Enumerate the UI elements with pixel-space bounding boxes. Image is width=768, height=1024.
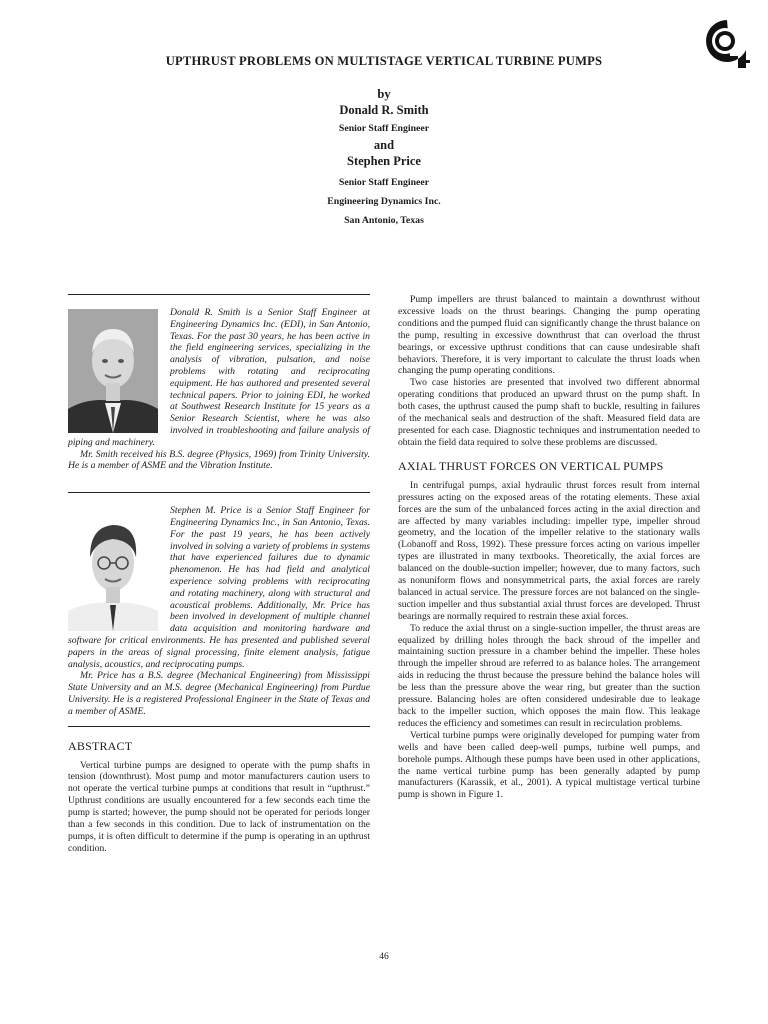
author-2-name: Stephen Price: [347, 154, 421, 168]
abstract-paragraph: Vertical turbine pumps are designed to operate with the pump shafts in tension (downthrust). Most pump and motor manufacturers caution users to not operate the vertical turbine pumps at conditions that result in “upthrust.” Upthrust conditions are usually encountered for a few seconds each time the pump is started; however, the pump should not be operated for periods longer than a few seconds in this condition. Due to lack of instrumentation on the pumps, it is often difficult to determine if the pump is operating in an upthrust condition.: [68, 759, 370, 854]
section-body: [398, 480, 700, 801]
author-1-role: Senior Staff Engineer: [338, 123, 430, 134]
bio-smith: [68, 307, 370, 472]
author-2-role: Senior Staff Engineer: [338, 177, 430, 188]
author-1-name: Donald R. Smith: [339, 103, 429, 117]
photo-price: [68, 507, 158, 631]
abstract-heading: ABSTRACT: [68, 738, 133, 753]
by-line: by: [377, 87, 391, 101]
paragraph: In centrifugal pumps, axial hydraulic thrust forces result from internal pressures acting on the exposed areas of the rotating elements. These axial forces are the sum of the unbalanced forces acting in the axial direction and are affected by many variables including: impeller type, impeller shroud geometry, and the location of the impeller relative to the stationary walls (Lobanoff and Ross, 1992). These pressure forces acting on various impeller types are illustrated in many textbooks. Theoretically, the axial forces are balanced on the double-suction impeller; however, due to many factors, such as nonuniform flows and nonsymmetrical parts, the axial forces are rarely balanced in actual service. The pressure forces are not balanced on the single-suction impeller and thus substantial axial thrust forces are developed. Thrust bearings are normally required to restrain these axial forces.: [398, 479, 700, 622]
bio-smith-degree: Mr. Smith received his B.S. degree (Physics, 1969) from Trinity University. He is a member of ASME and the Vibration Institute.: [68, 448, 370, 472]
photo-smith: [68, 309, 158, 433]
paragraph: To reduce the axial thrust on a single-suction impeller, the thrust areas are equalized by drilling holes through the back shroud of the impeller and maintaining suction pressure in a chamber behind the impeller. These holes through the impeller shroud are referred to as balance holes. The arrangement aids in reducing the thrust because the pressure behind the balance holes will be less than the pressure above the wear ring, but greater than the suction pressure. Balancing holes are often considered undesirable due to leakage back to the impeller suction, which opposes the main flow. This leakage reduces the efficiency and sometimes can result in recirculation problems.: [398, 622, 700, 729]
bio-price-degree: Mr. Price has a B.S. degree (Mechanical Engineering) from Mississippi State University and an M.S. degree (Mechanical Engineering) from Purdue University. He is a registered Professional Engineer in the State of Texas and a member of ASME.: [68, 670, 370, 717]
paragraph: Two case histories are presented that involved two different abnormal operating conditions that produced an upward thrust on the pump shaft. In both cases, the upthrust caused the pump shaft to buckle, resulting in failures of the mechanical seals and destruction of the shaft. Measured field data are presented for each case. Diagnostic techniques and instrumentation needed to obtain the field data required to solve these problems are discussed.: [398, 377, 700, 448]
bio-price-text: Stephen M. Price is a Senior Staff Engineer for Engineering Dynamics Inc., in San Antonio, Texas. For the past 19 years, he has been actively involved in solving a variety of problems in systems that have experienced failures due to dynamic phenomenon. He has had field and analytical experience solving problems with reciprocating and rotating machinery, along with structural and acoustical problems. Additionally, Mr. Price has been involved in development of multiple channel data acquisition and monitoring hardware and software for critical environments. He has presented and published several papers in the areas of signal processing, finite element analysis, fatigue analysis, acoustics, and reciprocating pumps.: [68, 505, 370, 670]
paragraph: Vertical turbine pumps were originally developed for pumping water from wells and have been called deep-well pumps, turbine well pumps, and borehole pumps. Although these pumps have been used in other applications, the name vertical turbine pump has been generally adapted by pump manufacturers (Karassik, et al., 2001). A typical multistage vertical turbine pump is shown in Figure 1.: [398, 729, 700, 801]
affiliation: Engineering Dynamics Inc.: [327, 196, 441, 207]
abstract-body: [68, 760, 370, 855]
divider: [68, 726, 370, 727]
section-heading: AXIAL THRUST FORCES ON VERTICAL PUMPS: [398, 458, 664, 473]
page-number: 46: [379, 952, 389, 962]
intro-body: [398, 294, 700, 449]
bio-price: [68, 505, 370, 717]
location: San Antonio, Texas: [344, 215, 424, 226]
bio-smith-text: Donald R. Smith is a Senior Staff Engineer at Engineering Dynamics Inc. (EDI), in San Antonio, Texas. For the past 30 years, he has been active in the field engineering services, specializing in the analysis of vibration, pulsation, and noise problems with rotating and reciprocating equipment. He has authored and presented several technical papers. Prior to joining EDI, he worked at Southwest Research Institute for 15 years as a Senior Research Scientist, where he was also involved in troubleshooting and failure analysis of piping and machinery.: [68, 307, 370, 448]
pump-logo-icon: [702, 16, 752, 72]
title-block: [70, 52, 698, 227]
divider: [68, 492, 370, 493]
paper-title: UPTHRUST PROBLEMS ON MULTISTAGE VERTICAL TURBINE PUMPS: [165, 54, 603, 68]
divider: [68, 294, 370, 295]
right-column: [398, 294, 700, 801]
and-line: and: [373, 138, 395, 152]
paragraph: Pump impellers are thrust balanced to maintain a downthrust without excessive loads on the thrust bearings. Changing the pump operating conditions and the pumped fluid can significantly change the thrust balance on the pump, resulting in excessive downthrust that can overload the thrust bearings, or excessive upthrust conditions that can cause undesirable shaft behaviors. Therefore, it is very important to calculate the thrust loads when changing the pump operating conditions.: [398, 294, 700, 377]
symposium-logo: [702, 16, 752, 72]
left-column: [68, 294, 370, 855]
